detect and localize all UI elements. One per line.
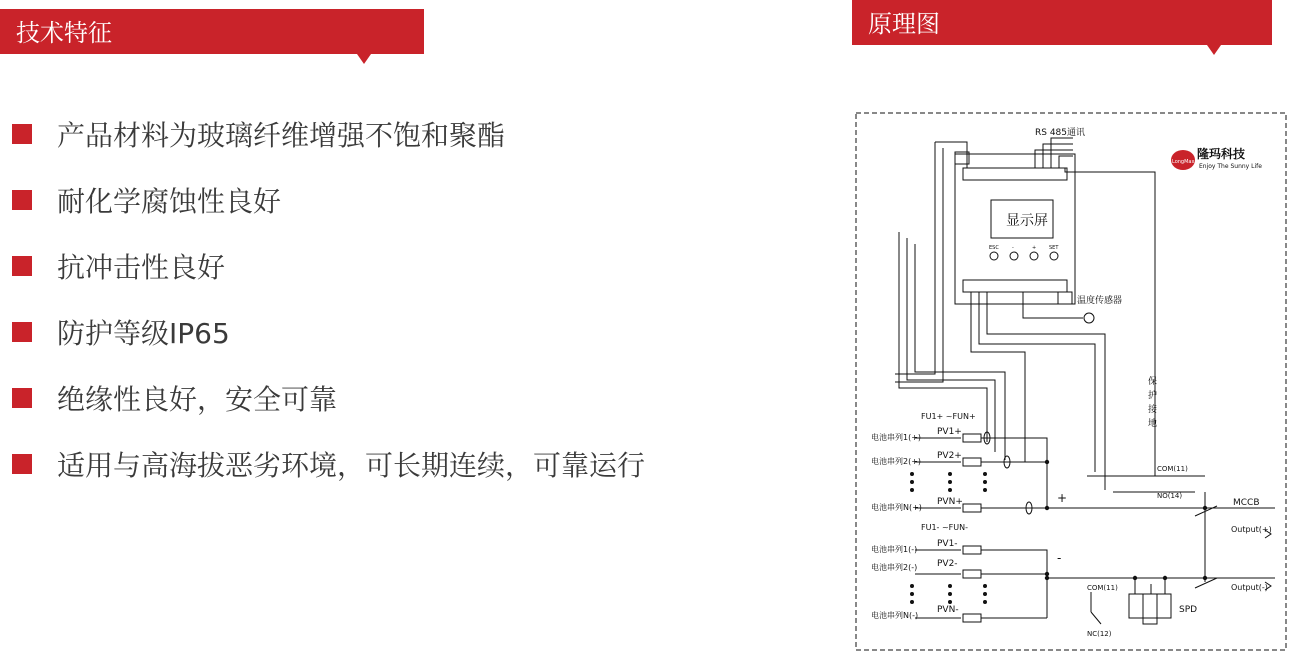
rs485-label: RS 485通讯 [1035, 128, 1086, 138]
temp-sensor-probe [1084, 313, 1094, 323]
feature-text: 抗冲击性良好 [57, 251, 226, 284]
feature-text: 产品材料为玻璃纤维增强不饱和聚酯 [57, 119, 506, 152]
diagram-title: 原理图 [868, 10, 940, 38]
rs485-wires [1035, 138, 1073, 168]
banner-pointer [1207, 45, 1221, 55]
fuse-pv2-neg [963, 570, 981, 578]
logo-text: 隆玛科技 [1197, 147, 1246, 161]
wire-bundle [895, 142, 967, 374]
set-button [1050, 252, 1058, 260]
ground-label-char: 地 [1148, 419, 1158, 429]
controller-unit [955, 154, 1075, 304]
bullet-square-icon [12, 124, 32, 144]
feature-text: 防护等级IP65 [57, 317, 230, 350]
positive-sign: + [1057, 491, 1068, 505]
feature-text: 耐化学腐蚀性良好 [57, 185, 282, 218]
esc-label: ESC [989, 245, 999, 251]
ground-label-char: 护 [1148, 391, 1158, 401]
ground-label-char: 保 [1148, 377, 1158, 387]
top-terminal-block [963, 168, 1067, 180]
ground-label-char: 接 [1148, 405, 1158, 415]
no-label: NO(14) [1157, 492, 1183, 500]
banner-pointer [357, 54, 371, 64]
feature-text: 绝缘性良好，安全可靠 [57, 383, 338, 416]
bullet-square-icon [12, 256, 32, 276]
set-label: SET [1049, 245, 1059, 251]
plus-label: + [1032, 245, 1037, 251]
wire-bundle [895, 148, 943, 382]
wire-bundle [979, 292, 1095, 472]
pv-label: PVN- [937, 605, 959, 615]
features-title: 技术特征 [16, 19, 112, 47]
fuse-neg-label: FU1- ~FUN- [921, 523, 969, 532]
esc-button [990, 252, 998, 260]
output-pos-label: Output(+) [1231, 525, 1272, 534]
aux-contact [1091, 592, 1101, 624]
pv-label: PV2- [937, 559, 958, 569]
mccb-label: MCCB [1233, 498, 1260, 508]
com-label: COM(11) [1087, 584, 1118, 592]
schematic-diagram [855, 112, 1287, 652]
feature-text: 适用与高海拔恶劣环境，可长期连续，可靠运行 [57, 449, 646, 482]
minus-label: - [1012, 245, 1014, 251]
output-neg-label: Output(-) [1231, 583, 1268, 592]
plus-button [1030, 252, 1038, 260]
logo-slogan: Enjoy The Sunny Life [1199, 163, 1262, 170]
nc-label: NC(12) [1087, 630, 1112, 638]
fuse-pvn-pos [963, 504, 981, 512]
minus-button [1010, 252, 1018, 260]
negative-sign: - [1057, 551, 1062, 565]
features-header-banner [0, 9, 424, 54]
diagram-header-banner [852, 0, 1272, 45]
fuse-pv2-pos [963, 458, 981, 466]
string-label: 电池串列2(+) [871, 457, 922, 466]
spd-wires [1135, 578, 1165, 594]
spd-label: SPD [1179, 605, 1198, 615]
string-label: 电池串列2(-) [871, 563, 918, 572]
mccb-switch [1195, 506, 1217, 588]
pv-label: PV1- [937, 539, 958, 549]
mount-tab [1058, 292, 1072, 304]
display-label: 显示屏 [1006, 213, 1048, 229]
pv-label: PV2+ [937, 451, 962, 461]
string-label: 电池串列1(-) [871, 545, 918, 554]
company-logo [1171, 146, 1262, 170]
string-label: 电池串列1(+) [871, 433, 922, 442]
spd-ground [1143, 618, 1157, 624]
bullet-square-icon [12, 190, 32, 210]
fuse-pv1-pos [963, 434, 981, 442]
fuse-pvn-neg [963, 614, 981, 622]
fuse-pos-label: FU1+ ~FUN+ [921, 412, 976, 421]
string-label: 电池串列N(+) [871, 503, 922, 512]
spd-module [1129, 594, 1171, 618]
wire-bundle [1065, 168, 1158, 476]
pv-label: PV1+ [937, 427, 962, 437]
temp-sensor-wire [1023, 292, 1083, 318]
fuse-pv1-neg [963, 546, 981, 554]
bullet-square-icon [12, 454, 32, 474]
temp-sensor-label: 温度传感器 [1077, 296, 1123, 306]
bottom-terminal-block [963, 280, 1067, 292]
bullet-square-icon [12, 388, 32, 408]
string-label: 电池串列N(-) [871, 611, 919, 620]
bullet-square-icon [12, 322, 32, 342]
pv-label: PVN+ [937, 497, 963, 507]
com-label: COM(11) [1157, 465, 1188, 473]
logo-badge: LongMax [1172, 159, 1195, 165]
